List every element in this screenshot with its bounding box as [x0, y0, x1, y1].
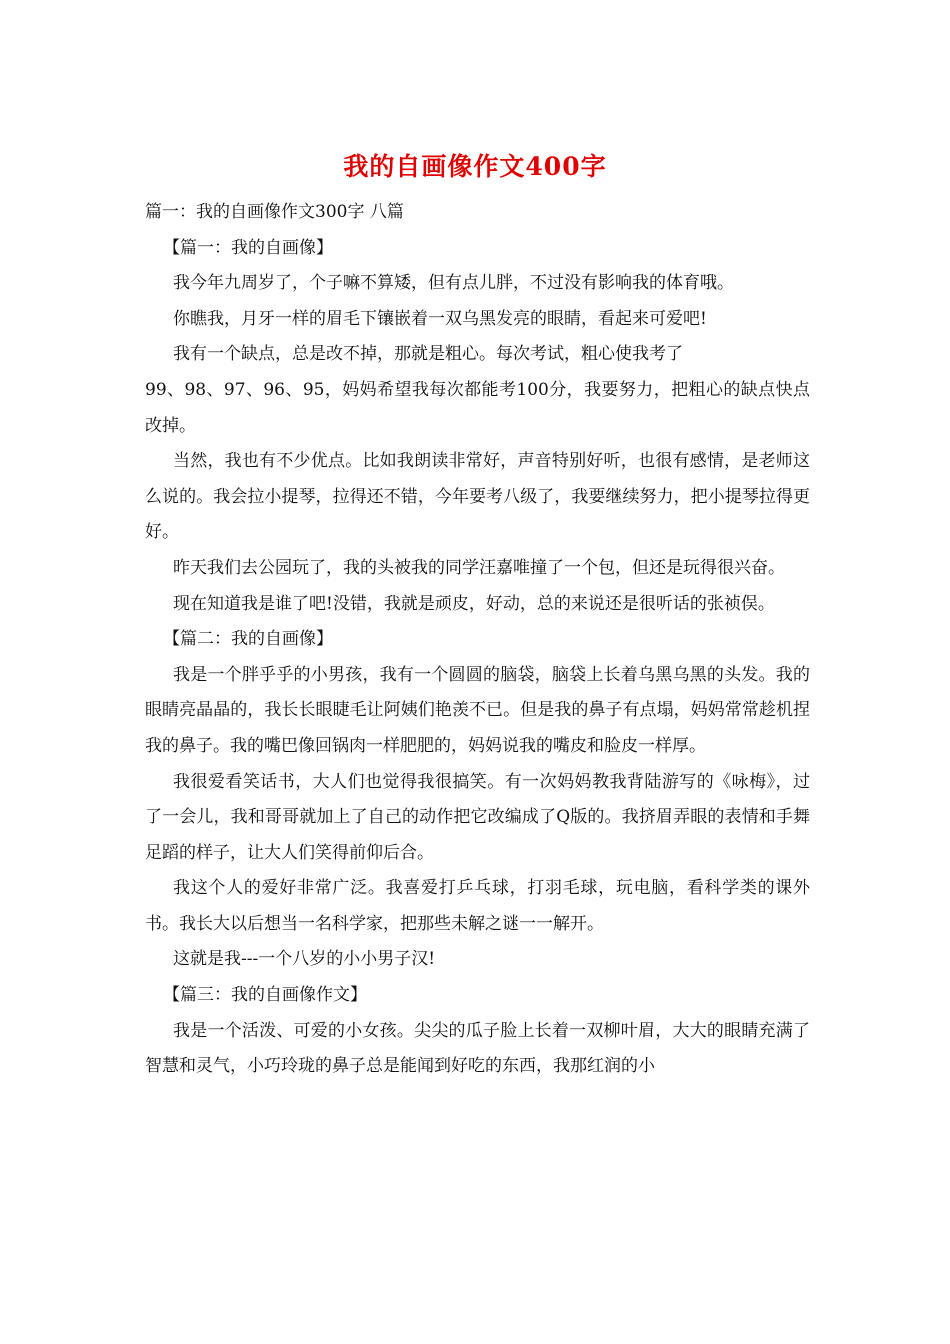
paragraph: 这就是我---一个八岁的小小男子汉! [173, 949, 436, 970]
paragraph: 我很爱看笑话书，大人们也觉得我很搞笑。有一次妈妈教我背陆游写的《咏梅》，过了一会儿，我和哥哥就加上了自己的动作把它改编成了Q版的。我挤眉弄眼的表情和手舞足蹈的样子，让大人们笑得前仰后合。 [145, 771, 810, 863]
section-heading-1: 【篇一：我的自画像】 [163, 237, 333, 258]
paragraph: 我这个人的爱好非常广泛。我喜爱打乒乓球，打羽毛球，玩电脑，看科学类的课外书。我长大以后想当一名科学家，把那些未解之谜一一解开。 [145, 878, 810, 934]
document-body [145, 195, 810, 1085]
paragraph-continued: 99、98、97、96、95，妈妈希望我每次都能考100分，我要努力，把粗心的缺点快点改掉。 [145, 379, 810, 436]
paragraph: 我是一个活泼、可爱的小女孩。尖尖的瓜子脸上长着一双柳叶眉，大大的眼睛充满了智慧和灵气，小巧玲珑的鼻子总是能闻到好吃的东西，我那红润的小 [145, 1020, 810, 1077]
paragraph: 我有一个缺点，总是改不掉，那就是粗心。每次考试，粗心使我考了 [173, 344, 683, 365]
paragraph: 当然，我也有不少优点。比如我朗读非常好，声音特别好听，也很有感情，是老师这么说的。我会拉小提琴，拉得还不错，今年要考八级了，我要继续努力，把小提琴拉得更好。 [145, 451, 810, 543]
document-title: 我的自画像作文400字 [343, 152, 607, 181]
section-heading-3: 【篇三：我的自画像作文】 [163, 985, 367, 1006]
document-subtitle: 篇一：我的自画像作文300字 八篇 [145, 202, 404, 222]
paragraph: 现在知道我是谁了吧!没错，我就是顽皮，好动，总的来说还是很听话的张祯俣。 [173, 593, 775, 614]
section-heading-2: 【篇二：我的自画像】 [163, 629, 333, 650]
paragraph: 你瞧我，月牙一样的眉毛下镶嵌着一双乌黑发亮的眼睛，看起来可爱吧! [173, 308, 707, 329]
paragraph: 昨天我们去公园玩了，我的头被我的同学汪嘉唯撞了一个包，但还是玩得很兴奋。 [173, 557, 785, 578]
paragraph: 我今年九周岁了，个子嘛不算矮，但有点儿胖，不过没有影响我的体育哦。 [173, 273, 734, 294]
paragraph: 我是一个胖乎乎的小男孩，我有一个圆圆的脑袋，脑袋上长着乌黑乌黑的头发。我的眼睛亮晶晶的，我长长眼睫毛让阿姨们艳羡不已。但是我的鼻子有点塌，妈妈常常趁机捏我的鼻子。我的嘴巴像回锅肉一样肥肥的，妈妈说我的嘴皮和脸皮一样厚。 [145, 664, 810, 756]
